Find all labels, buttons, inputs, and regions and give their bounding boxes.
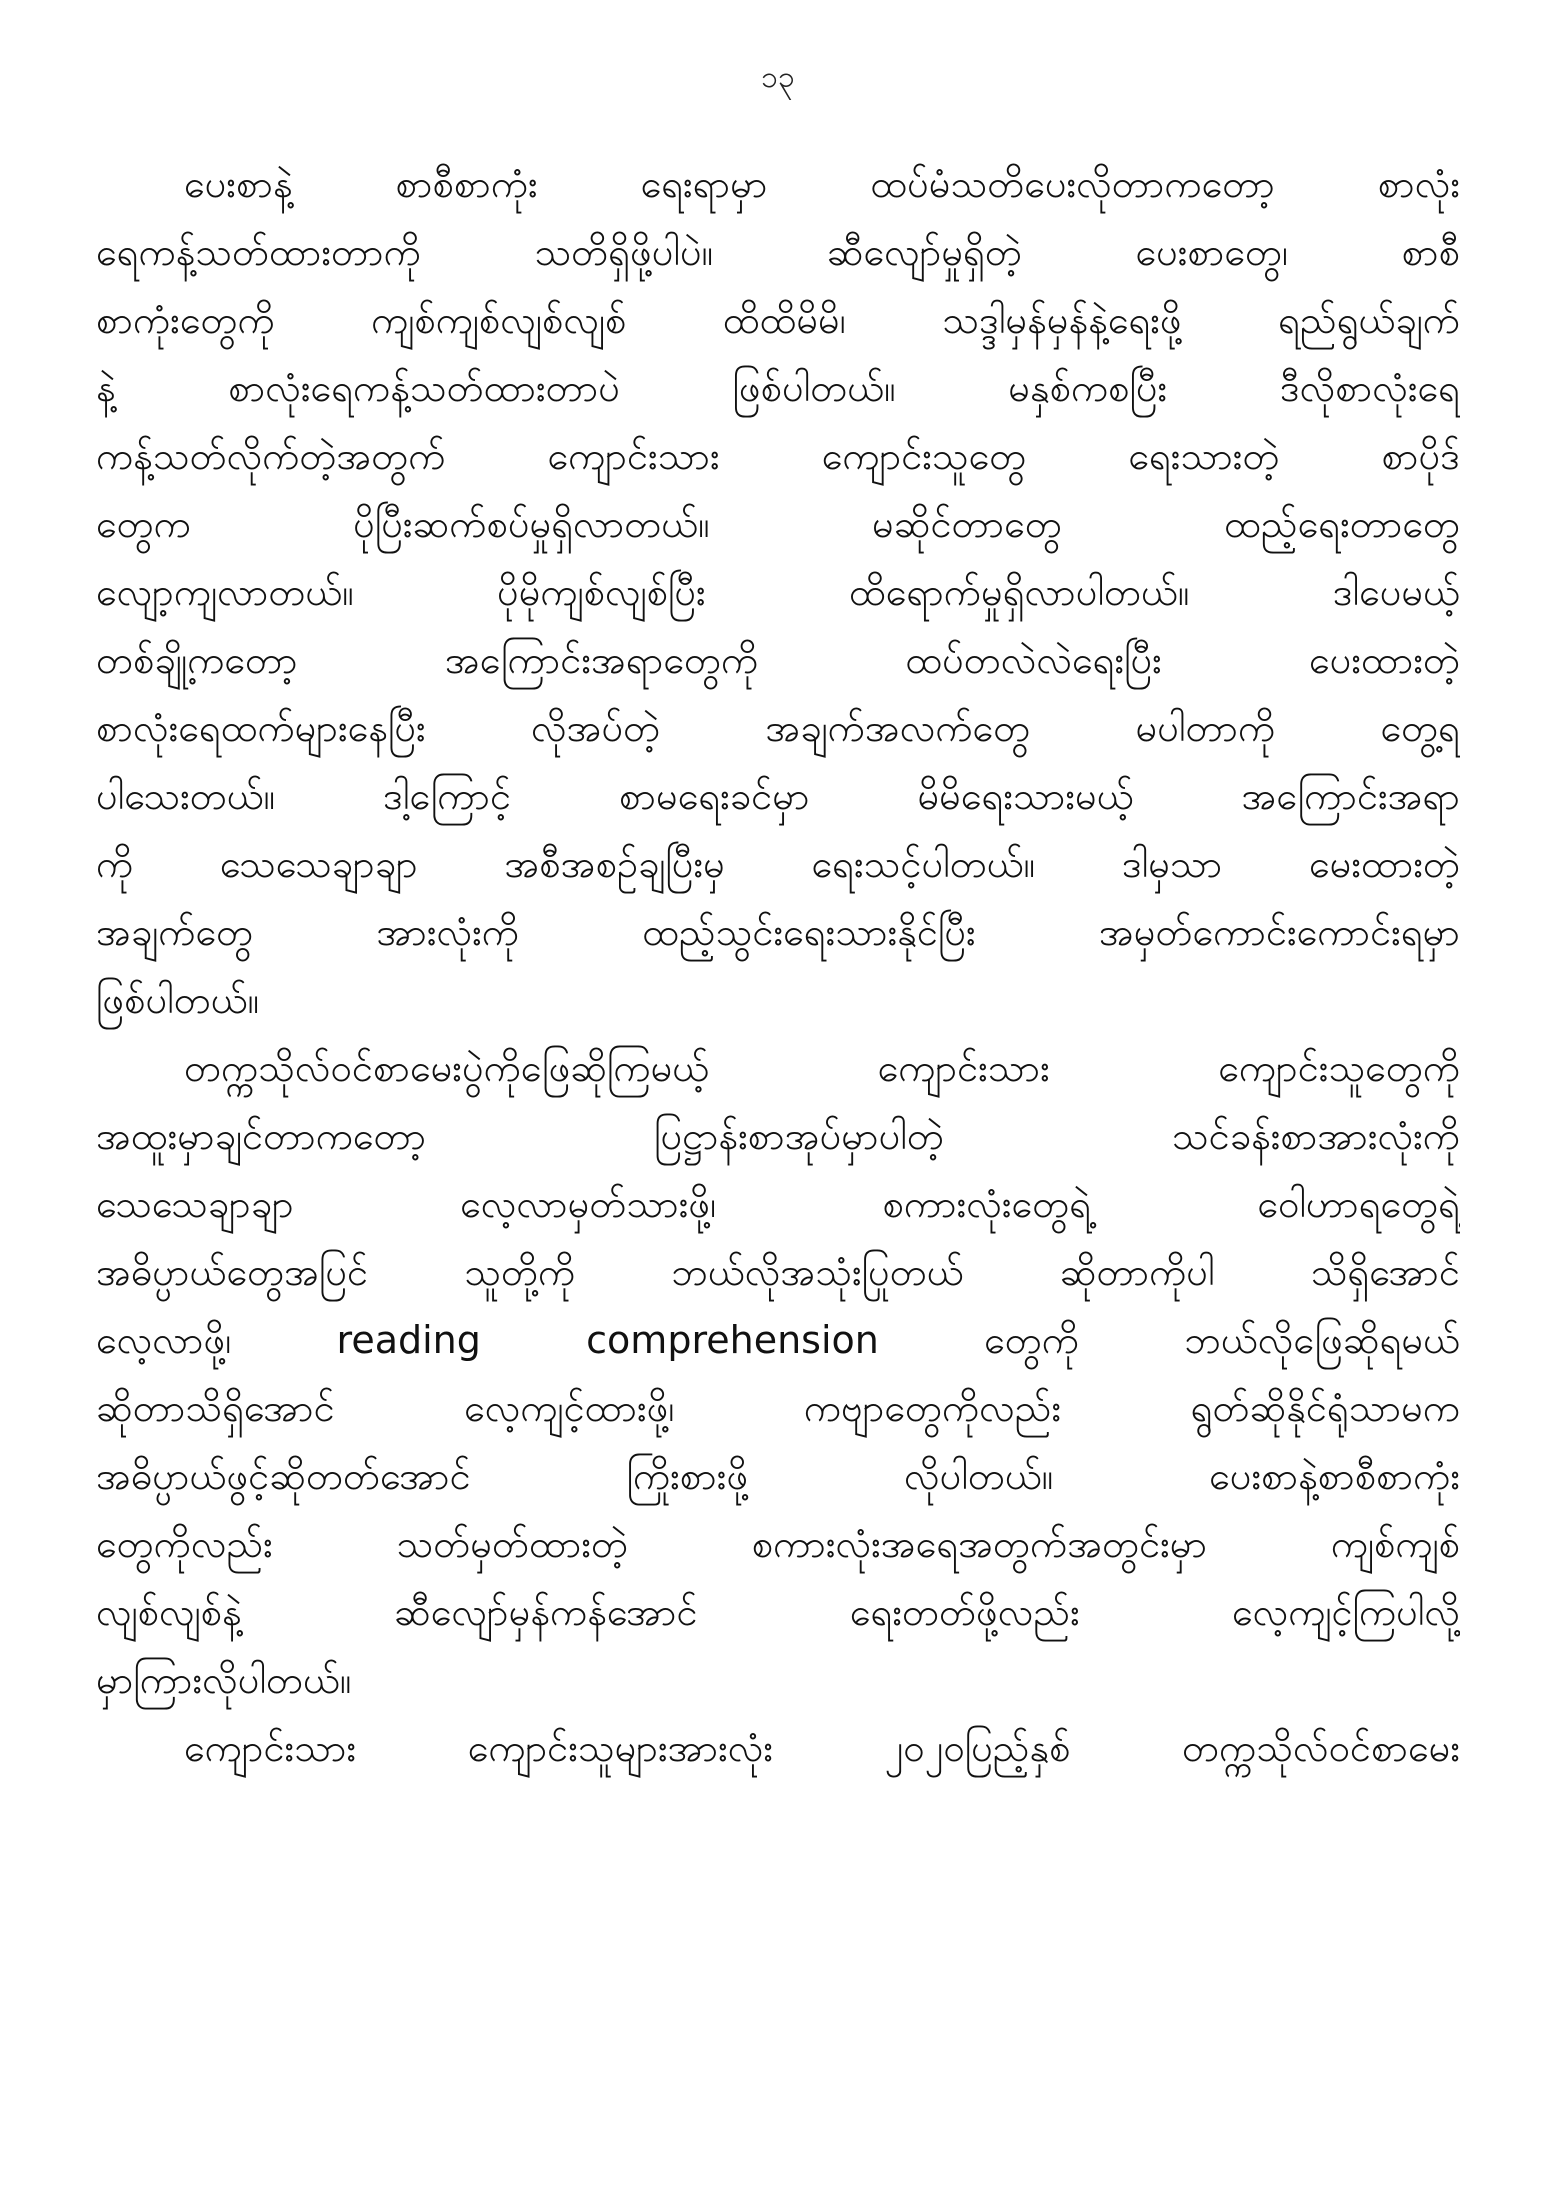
text-line: အထူးမှာချင်တာကတော့ ပြဋ္ဌာန်းစာအုပ်မှာပါတဲ့ သင်ခန်းစာအားလုံးကို (96, 1114, 1460, 1158)
text-line: ကန့်သတ်လိုက်တဲ့အတွက် ကျောင်းသား ကျောင်းသူတွေ ရေးသားတဲ့ စာပိုဒ် (96, 434, 1460, 478)
text-line: အဓိပ္ပာယ်ဖွင့်ဆိုတတ်အောင် ကြိုးစားဖို့ လိုပါတယ်။ ပေးစာနဲ့စာစီစာကုံး (96, 1454, 1460, 1498)
text-line: တက္ကသိုလ်ဝင်စာမေးပွဲကိုဖြေဆိုကြမယ့် ကျောင်းသား ကျောင်းသူတွေကို (184, 1046, 1460, 1090)
text-line: အချက်တွေ အားလုံးကို ထည့်သွင်းရေးသားနိုင်ပြီး အမှတ်ကောင်းကောင်းရမှာ (96, 910, 1460, 954)
paragraph-3 (96, 1714, 1460, 1782)
text-line: နဲ့ စာလုံးရေကန့်သတ်ထားတာပဲ ဖြစ်ပါတယ်။ မနှစ်ကစပြီး ဒီလိုစာလုံးရေ (96, 366, 1460, 410)
text-line: တွေကိုလည်း သတ်မှတ်ထားတဲ့ စကားလုံးအရေအတွက်အတွင်းမှာ ကျစ်ကျစ် (96, 1522, 1460, 1566)
text-line: မှာကြားလိုပါတယ်။ (96, 1658, 352, 1702)
text-line: ဖြစ်ပါတယ်။ (96, 978, 260, 1022)
text-line: လျစ်လျစ်နဲ့ ဆီလျော်မှန်ကန်အောင် ရေးတတ်ဖို့လည်း လေ့ကျင့်ကြပါလို့ (96, 1590, 1460, 1634)
text-line: ကို သေသေချာချာ အစီအစဉ်ချပြီးမှ ရေးသင့်ပါတယ်။ ဒါမှသာ မေးထားတဲ့ (96, 842, 1460, 886)
text-line: ဆိုတာသိရှိအောင် လေ့ကျင့်ထားဖို့၊ ကဗျာတွေကိုလည်း ရွတ်ဆိုနိုင်ရုံသာမက (96, 1386, 1460, 1430)
paragraph-1 (96, 150, 1460, 1034)
text-line: ပေးစာနဲ့ စာစီစာကုံး ရေးရာမှာ ထပ်မံသတိပေးလိုတာကတော့ စာလုံး (184, 162, 1460, 206)
text-line: လျော့ကျလာတယ်။ ပိုမိုကျစ်လျစ်ပြီး ထိရောက်မှုရှိလာပါတယ်။ ဒါပေမယ့် (96, 570, 1460, 614)
text-line: စာလုံးရေထက်များနေပြီး လိုအပ်တဲ့ အချက်အလက်တွေ မပါတာကို တွေ့ရ (96, 706, 1460, 750)
paragraph-2 (96, 1034, 1460, 1714)
text-line: လေ့လာဖို့၊ reading comprehension တွေကို ဘယ်လိုဖြေဆိုရမယ် (96, 1318, 1460, 1362)
text-line: ကျောင်းသား ကျောင်းသူများအားလုံး ၂၀၂၀ပြည့်နှစ် တက္ကသိုလ်ဝင်စာမေး (184, 1726, 1460, 1770)
text-line: တွေက ပိုပြီးဆက်စပ်မှုရှိလာတယ်။ မဆိုင်တာတွေ ထည့်ရေးတာတွေ (96, 502, 1460, 546)
text-line: တစ်ချို့ကတော့ အကြောင်းအရာတွေကို ထပ်တလဲလဲရေးပြီး ပေးထားတဲ့ (96, 638, 1460, 682)
text-line: ရေကန့်သတ်ထားတာကို သတိရှိဖို့ပါပဲ။ ဆီလျော်မှုရှိတဲ့ ပေးစာတွေ၊ စာစီ (96, 230, 1460, 274)
text-line: စာကုံးတွေကို ကျစ်ကျစ်လျစ်လျစ် ထိထိမိမိ၊ သဒ္ဒါမှန်မှန်နဲ့ရေးဖို့ ရည်ရွယ်ချက် (96, 298, 1460, 342)
text-line: ပါသေးတယ်။ ဒါ့ကြောင့် စာမရေးခင်မှာ မိမိရေးသားမယ့် အကြောင်းအရာ (96, 774, 1460, 818)
text-line: အဓိပ္ပာယ်တွေအပြင် သူတို့ကို ဘယ်လိုအသုံးပြုတယ် ဆိုတာကိုပါ သိရှိအောင် (96, 1250, 1460, 1294)
body-text (96, 150, 1460, 1782)
page-number: ၁၃ (761, 60, 795, 95)
text-line: သေသေချာချာ လေ့လာမှတ်သားဖို့၊ စကားလုံးတွေရဲ့ ဝေါဟာရတွေရဲ့ (96, 1182, 1460, 1226)
